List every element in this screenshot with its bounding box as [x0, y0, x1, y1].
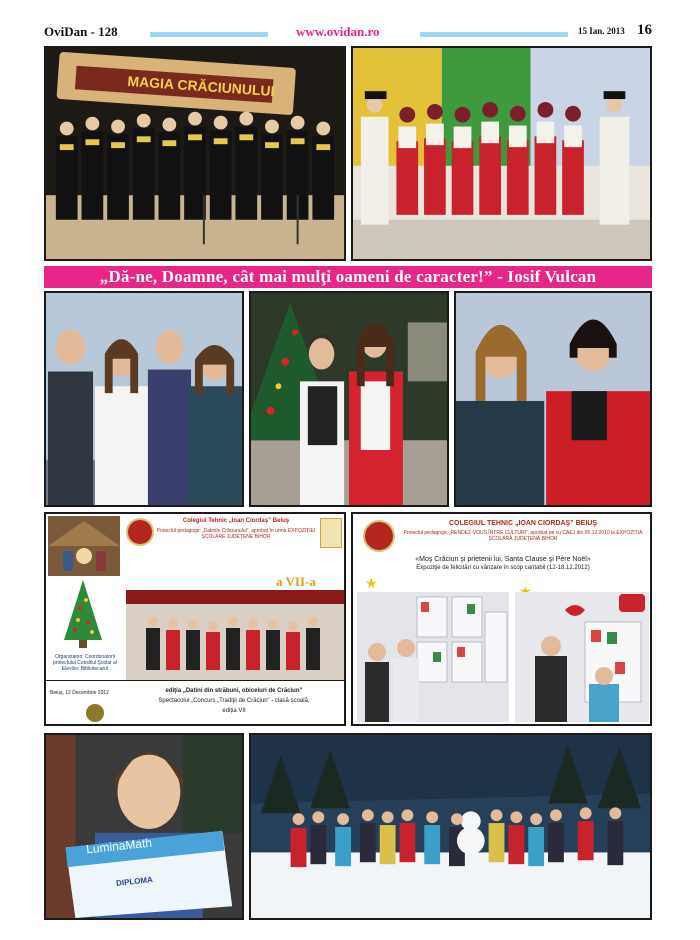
photo-two-women [454, 291, 652, 507]
diploma-left-organizers: Organizatori: Coordonatorii proiectului Consiliul Școlar al Elevilor, Bibliotecarul [53, 654, 117, 672]
header-bar-right [420, 32, 568, 37]
certificate-brand: LuminaMath [85, 835, 153, 857]
two-women-image [456, 293, 650, 505]
exhibition-photo-left [357, 592, 509, 722]
nativity-image [48, 516, 120, 576]
diploma-right-school: COLEGIUL TEHNIC „IOAN CIORDAŞ” BEIUŞ [448, 520, 598, 527]
page-number: 16 [637, 22, 652, 38]
header-site-link[interactable]: www.ovidan.ro [296, 24, 380, 39]
school-seal-right [363, 520, 395, 552]
choir-banner-sign: MAGIA CRĂCIUNULUI [126, 72, 276, 100]
folk-costumes-image [353, 48, 650, 259]
diploma-left-date: Beiuş, 12 Decembrie 2012 [50, 690, 109, 696]
girl-certificate-image [46, 735, 242, 918]
photo-girl-certificate [44, 733, 244, 920]
header-issue: OviDan - 128 [44, 24, 118, 39]
christmas-tree-kids-image [251, 293, 447, 505]
header-date: 15 Ian. 2013 [578, 26, 625, 36]
photo-folk-costumes [351, 46, 652, 261]
photo-choir-stage [44, 46, 346, 261]
ornament-icon [86, 704, 104, 722]
diploma-left-edition: a VII-a [276, 574, 316, 589]
quote-banner: „Dă-ne, Doamne, cât mai mulţi oameni de caracter!” - Iosif Vulcan [44, 266, 652, 288]
star-icon: ★ [365, 577, 378, 592]
diploma-right-subtitle: Expoziţie de felicitări cu vânzare în scop caritabil (12-18.12.2012) [416, 565, 590, 571]
diploma-group-photo [126, 590, 344, 680]
diploma-right-project: Proiectul pedagogic „RENDEZ-VOUS ÎNTRE CULTURI”, aprobat pe cu CAEJ din 05.12.2010 la EXPOZIȚIA ȘCOLARĂ JUDEȚENĂ BIHOR [403, 530, 643, 542]
snow-group-image [251, 735, 650, 918]
header-bar-left [150, 32, 268, 37]
photo-snow-group [249, 733, 652, 920]
diploma-left [44, 512, 346, 726]
diploma-left-project: Proiectul pedagogic „Datinile Crăciunului”, aprobat în urma EXPOZIȚIEI ȘCOLARE JUDEȚENE BIHOR [156, 528, 316, 540]
diploma-left-footer-3: ediția VII [222, 708, 246, 714]
diploma-left-footer-1: ediţia „Datini din străbuni, obiceiuri de Crăciun” [165, 688, 303, 694]
diploma-right-title: «Moş Crăciun şi prietenii lui, Santa Clause şi Père Noël» [415, 556, 591, 563]
diploma-left-footer-2: Spectacolul „Concurs „Tradiţii de Crăciun” - clasă școală, [158, 698, 310, 704]
photo-family-group [44, 291, 244, 507]
diploma-left-school: Colegiul Tehnic „Ioan Ciordaş” Beiuş [182, 518, 290, 524]
photo-christmas-tree-kids [249, 291, 449, 507]
diploma-right [351, 512, 652, 726]
family-group-image [46, 293, 242, 505]
school-seal-left [126, 518, 154, 546]
exhibition-photo-right [515, 592, 649, 722]
christmas-tree-icon [60, 578, 106, 650]
diploma-left-divider [46, 680, 344, 681]
certificate-label: DIPLOMA [115, 875, 154, 888]
angel-icon [320, 518, 342, 548]
